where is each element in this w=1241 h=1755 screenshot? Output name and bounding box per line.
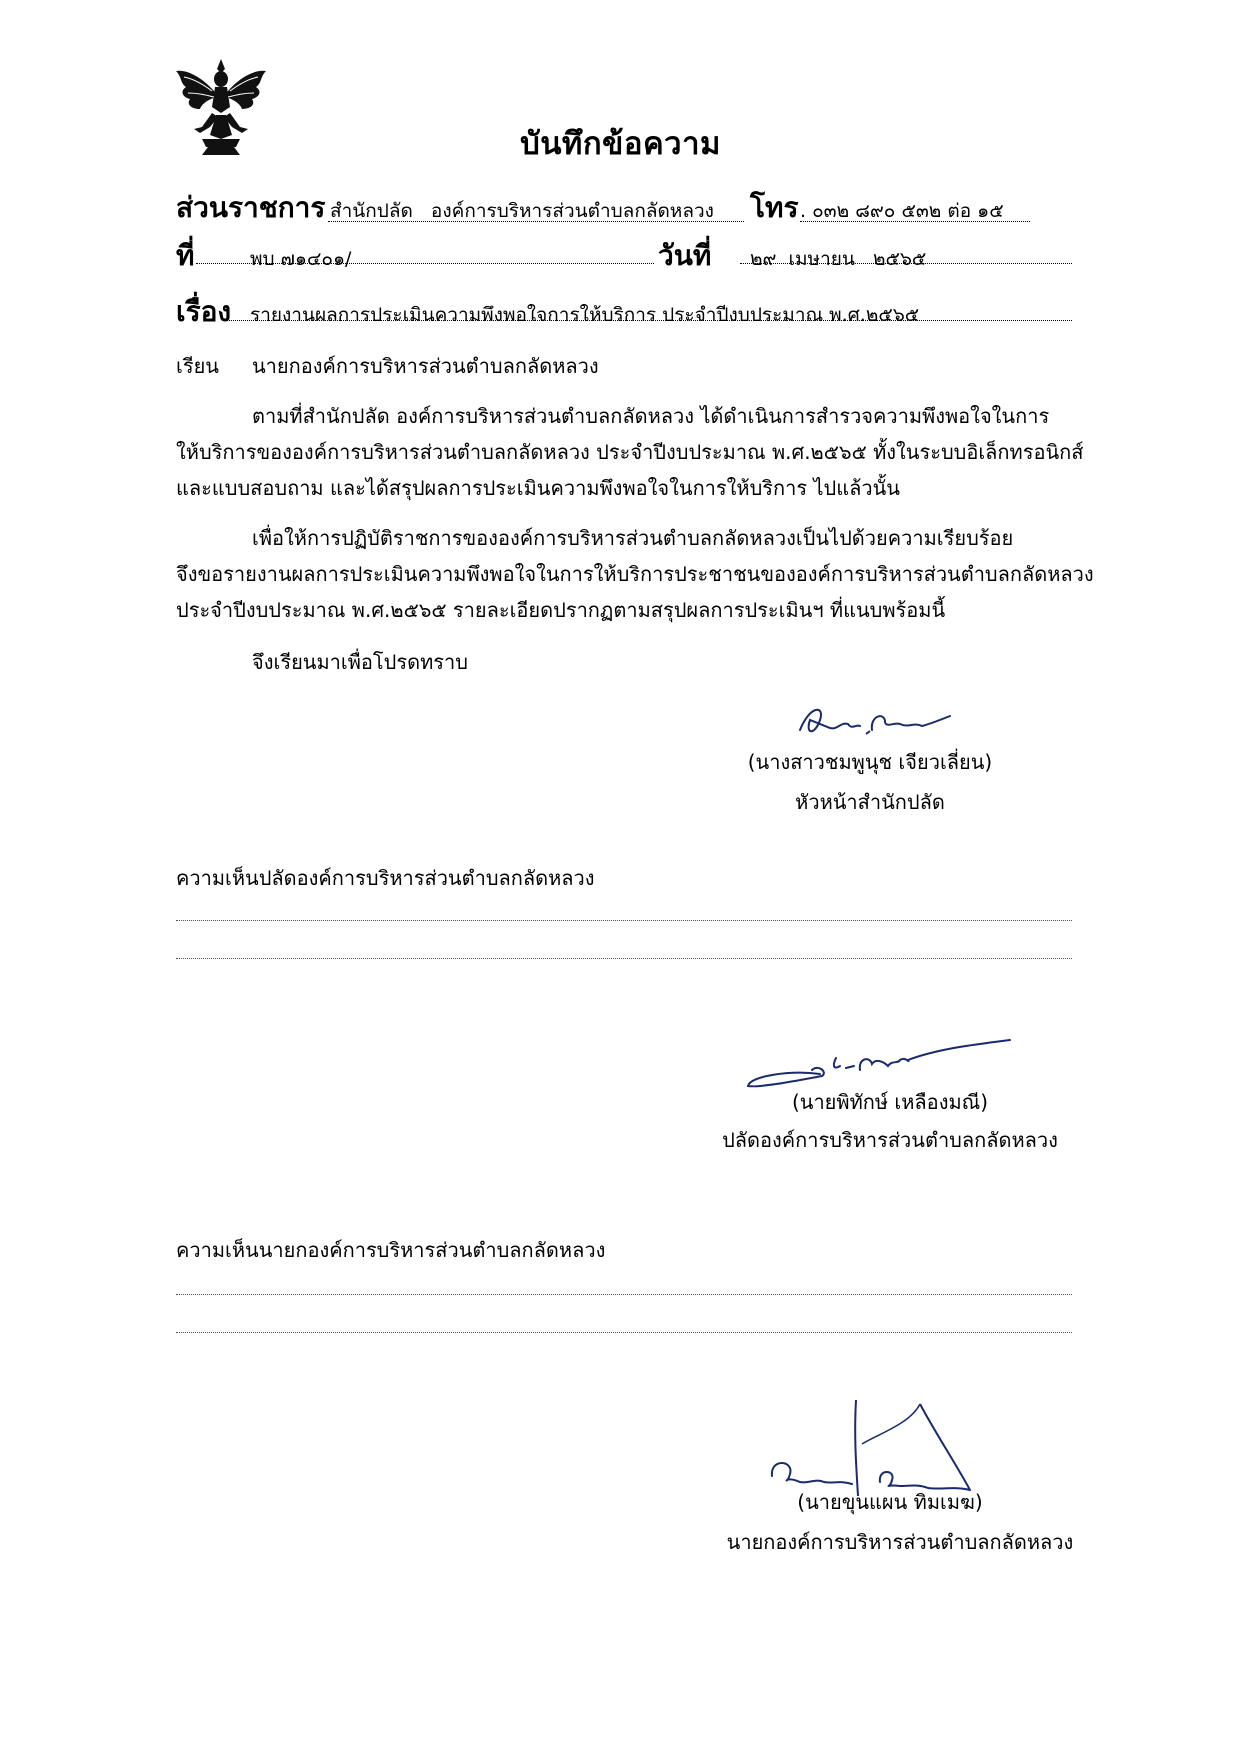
agency-label: ส่วนราชการ: [176, 191, 326, 224]
phone-dotline: [800, 221, 1030, 222]
signer-2-name: (นายพิทักษ์ เหลืองมณี): [791, 1090, 989, 1114]
paragraph-1-line-2: ให้บริการขององค์การบริหารส่วนตำบลกลัดหลวง ประจำปีงบประมาณ พ.ศ.๒๕๖๕ ทั้งในระบบอิเล็กทรอนิกส์: [176, 440, 1084, 464]
agency-value: สำนักปลัด องค์การบริหารส่วนตำบลกลัดหลวง: [330, 200, 714, 222]
salutation-label: เรียน: [176, 354, 219, 378]
phone-label: โทร: [750, 191, 799, 224]
opinion-1-label: ความเห็นปลัดองค์การบริหารส่วนตำบลกลัดหลวง: [176, 866, 595, 890]
document-title: บันทึกข้อความ: [520, 126, 721, 162]
ref-label: ที่: [176, 239, 195, 272]
closing-text: จึงเรียนมาเพื่อโปรดทราบ: [252, 650, 468, 674]
paragraph-2-line-3: ประจำปีงบประมาณ พ.ศ.๒๕๖๕ รายละเอียดปรากฏตามสรุปผลการประเมินฯ ที่แนบพร้อมนี้: [176, 598, 946, 622]
signer-3-name: (นายขุนแผน ทิมเมฆ): [797, 1490, 983, 1514]
signer-3-position: นายกองค์การบริหารส่วนตำบลกลัดหลวง: [726, 1530, 1074, 1554]
date-dotline: [740, 263, 1072, 264]
phone-value: . ๐๓๒ ๘๙๐ ๕๓๒ ต่อ ๑๕: [800, 200, 1004, 222]
ref-dotline: [196, 263, 654, 264]
opinion-2-label: ความเห็นนายกองค์การบริหารส่วนตำบลกลัดหลวง: [176, 1238, 606, 1262]
opinion-2-line-1: [176, 1294, 1072, 1295]
paragraph-2-line-2: จึงขอรายงานผลการประเมินความพึงพอใจในการให้บริการประชาชนขององค์การบริหารส่วนตำบลกลัดหลวง: [176, 562, 1094, 586]
date-label: วันที่: [658, 239, 712, 272]
opinion-1-line-2: [176, 958, 1072, 959]
subject-value: รายงานผลการประเมินความพึงพอใจการให้บริการ ประจำปีงบประมาณ พ.ศ.๒๕๖๕: [250, 304, 920, 326]
paragraph-2-line-1: เพื่อให้การปฏิบัติราชการขององค์การบริหารส่วนตำบลกลัดหลวงเป็นไปด้วยความเรียบร้อย: [252, 526, 1014, 550]
signer-1-name: (นางสาวชมพูนุช เจียวเลี่ยน): [747, 750, 993, 774]
paragraph-1-line-3: และแบบสอบถาม และได้สรุปผลการประเมินความพึงพอใจในการให้บริการ ไปแล้วนั้น: [176, 476, 900, 500]
date-value: ๒๙ เมษายน ๒๕๖๕: [750, 248, 927, 270]
signer-2-position: ปลัดองค์การบริหารส่วนตำบลกลัดหลวง: [722, 1128, 1058, 1152]
signature-1-icon: [790, 700, 960, 750]
signer-1-position: หัวหน้าสำนักปลัด: [795, 790, 945, 814]
opinion-2-line-2: [176, 1332, 1072, 1333]
paragraph-1-line-1: ตามที่สำนักปลัด องค์การบริหารส่วนตำบลกลัดหลวง ได้ดำเนินการสำรวจความพึงพอใจในการ: [252, 404, 1050, 428]
subject-label: เรื่อง: [176, 295, 232, 328]
subject-dotline: [226, 320, 1072, 321]
ref-value: พบ ๗๑๔๐๑/: [250, 248, 352, 270]
opinion-1-line-1: [176, 920, 1072, 921]
agency-dotline: [328, 221, 744, 222]
salutation-value: นายกองค์การบริหารส่วนตำบลกลัดหลวง: [252, 354, 599, 378]
